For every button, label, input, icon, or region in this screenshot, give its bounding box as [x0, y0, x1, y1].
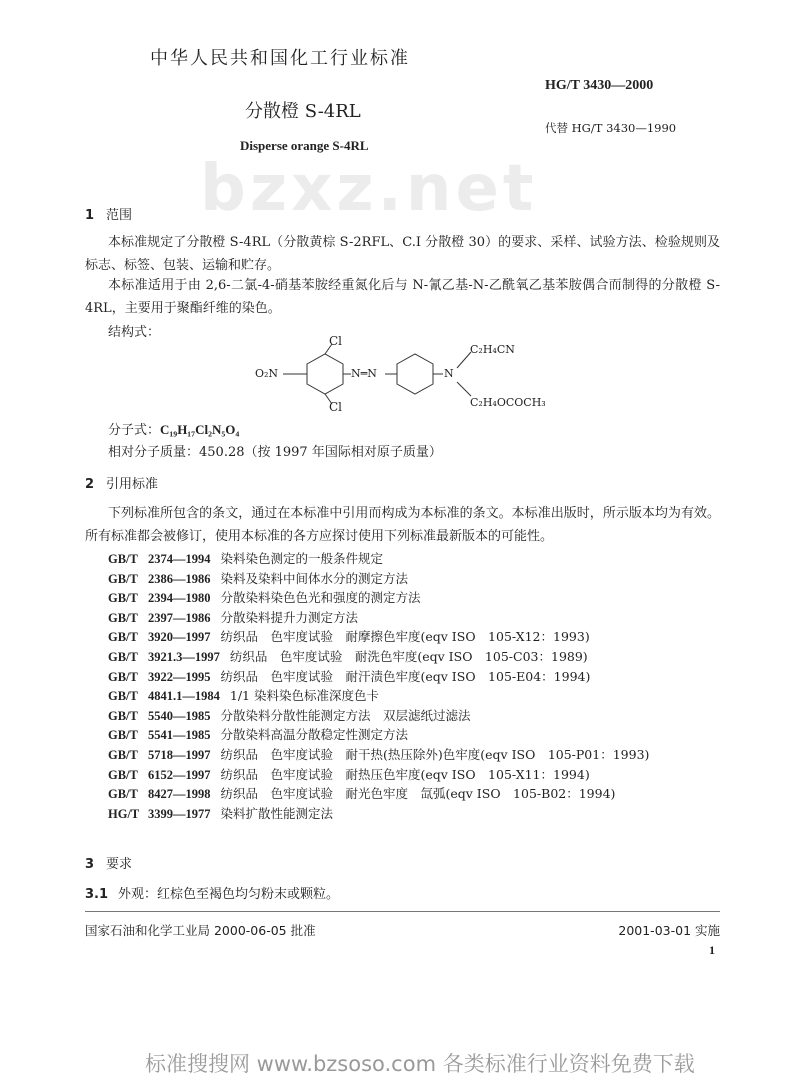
- reference-code: GB/T: [108, 591, 138, 606]
- reference-title: 染料及染料中间体水分的测定方法: [220, 570, 409, 586]
- reference-num: 3399—1977: [148, 806, 211, 821]
- watermark-top: bzxz.net: [200, 152, 538, 226]
- effective-date: 2001-03-01 实施: [618, 923, 720, 938]
- reference-item: [108, 804, 333, 822]
- reference-num: 4841.1—1984: [148, 689, 220, 704]
- reference-item: [108, 725, 408, 743]
- reference-code: GB/T: [108, 787, 138, 802]
- reference-num: 2397—1986: [148, 610, 211, 625]
- section-2-heading: 2 引用标准: [85, 477, 159, 492]
- reference-title: 染料扩散性能测定法: [220, 805, 334, 821]
- reference-code: GB/T: [108, 650, 138, 664]
- reference-title: 纺织品 色牢度试验 耐热压色牢度(eqv ISO 105-X11：1994): [220, 766, 590, 782]
- reference-code: GB/T: [108, 552, 138, 566]
- cl-top: Cl: [329, 334, 343, 348]
- reference-title: 1/1 染料染色标准深度色卡: [229, 688, 379, 704]
- org-title: 中华人民共和国化工行业标准: [150, 48, 410, 69]
- reference-title: 纺织品 色牢度试验 耐汗渍色牢度(eqv ISO 105-E04：1994): [220, 668, 591, 684]
- structural-formula: [225, 334, 546, 420]
- reference-code: GB/T: [108, 630, 138, 645]
- reference-item: [108, 647, 588, 665]
- section-3-heading: 3 要求: [85, 857, 133, 872]
- reference-code: GB/T: [108, 610, 138, 625]
- replaces-note: 代替 HG/T 3430—1990: [545, 121, 677, 135]
- reference-num: 8427—1998: [148, 787, 211, 802]
- reference-code: HG/T: [108, 806, 140, 821]
- reference-title: 分散染料高温分散稳定性测定方法: [220, 727, 409, 743]
- reference-title: 纺织品 色牢度试验 耐洗色牢度(eqv ISO 105-C03：1989): [229, 649, 588, 664]
- reference-num: 5718—1997: [148, 748, 211, 762]
- reference-num: 3920—1997: [148, 630, 211, 645]
- standard-number: HG/T 3430—2000: [545, 78, 654, 93]
- molecular-formula: 分子式：C₁₉H₁₇Cl₂N₅O₄: [108, 422, 240, 438]
- approval-note: 国家石油和化学工业局 2000-06-05 批准: [85, 923, 316, 938]
- reference-item: [108, 706, 471, 724]
- watermark-bottom: 标准搜搜网 www.bzsoso.com 各类标准行业资料免费下载: [145, 1052, 695, 1076]
- reference-title: 纺织品 色牢度试验 耐光色牢度 氙弧(eqv ISO 105-B02：1994): [220, 786, 616, 802]
- reference-item: [108, 588, 421, 606]
- reference-num: 6152—1997: [148, 767, 211, 782]
- reference-item: [108, 667, 590, 685]
- section-1-para-2: 本标准适用于由 2,6-二氯-4-硝基苯胺经重氮化后与 N-氰乙基-N-乙酰氧乙基苯胺偶合而制得的分散橙 S-4RL，主要用于聚酯纤维的染色。: [85, 278, 720, 316]
- reference-num: 5541—1985: [148, 728, 211, 743]
- title-en: Disperse orange S-4RL: [240, 138, 369, 153]
- amine-n: N: [444, 367, 454, 380]
- reference-item: [108, 627, 590, 645]
- reference-num: 2386—1986: [148, 571, 211, 586]
- molecular-mass: 相对分子质量：450.28（按 1997 年国际相对原子质量）: [108, 445, 442, 460]
- reference-num: 3921.3—1997: [148, 650, 220, 664]
- azo-group: N═N: [351, 367, 377, 380]
- reference-num: 5540—1985: [148, 708, 211, 723]
- reference-item: [108, 569, 408, 587]
- requirement-3-1: 3.1 外观：红棕色至褐色均匀粉末或颗粒。: [85, 887, 340, 902]
- footer-divider: [85, 911, 720, 912]
- reference-num: 2394—1980: [148, 591, 211, 606]
- reference-title: 分散染料分散性能测定方法 双层滤纸过滤法: [220, 707, 471, 723]
- reference-num: 3922—1995: [148, 669, 211, 684]
- reference-item: [108, 784, 615, 802]
- reference-title: 纺织品 色牢度试验 耐摩擦色牢度(eqv ISO 105-X12：1993): [220, 629, 590, 645]
- reference-num: 2374—1994: [148, 552, 211, 566]
- reference-code: GB/T: [108, 689, 138, 704]
- reference-code: GB/T: [108, 728, 138, 743]
- substituent-bottom: C₂H₄OCOCH₃: [470, 396, 546, 409]
- reference-title: 染料染色测定的一般条件规定: [220, 551, 384, 566]
- reference-title: 分散染料提升力测定方法: [220, 609, 359, 625]
- reference-item: [108, 549, 383, 567]
- reference-item: [108, 765, 590, 783]
- reference-code: GB/T: [108, 767, 138, 782]
- section-1-heading: 1 范围: [85, 208, 133, 223]
- reference-title: 分散染料染色色光和强度的测定方法: [220, 590, 421, 606]
- reference-code: GB/T: [108, 748, 138, 762]
- cl-bottom: Cl: [329, 400, 343, 414]
- section-1-para-1: 本标准规定了分散橙 S-4RL（分散黄棕 S-2RFL、C.I 分散橙 30）的要求、采样、试验方法、检验规则及标志、标签、包装、运输和贮存。: [85, 235, 720, 273]
- nitro-group: O₂N: [255, 367, 279, 380]
- structure-label: 结构式：: [108, 325, 161, 340]
- reference-title: 纺织品 色牢度试验 耐干热(热压除外)色牢度(eqv ISO 105-P01：1993): [220, 747, 650, 762]
- substituent-top: C₂H₄CN: [470, 343, 515, 356]
- reference-item: [108, 608, 358, 626]
- reference-code: GB/T: [108, 669, 138, 684]
- reference-item: [108, 745, 649, 763]
- section-2-para: 下列标准所包含的条文，通过在本标准中引用而构成为本标准的条文。本标准出版时，所示版本均为有效。所有标准都会被修订，使用本标准的各方应探讨使用下列标准最新版本的可能性。: [85, 506, 720, 544]
- page-number: 1: [709, 943, 715, 957]
- reference-code: GB/T: [108, 708, 138, 723]
- reference-item: [108, 686, 379, 704]
- reference-code: GB/T: [108, 571, 138, 586]
- title-cn: 分散橙 S-4RL: [245, 101, 361, 122]
